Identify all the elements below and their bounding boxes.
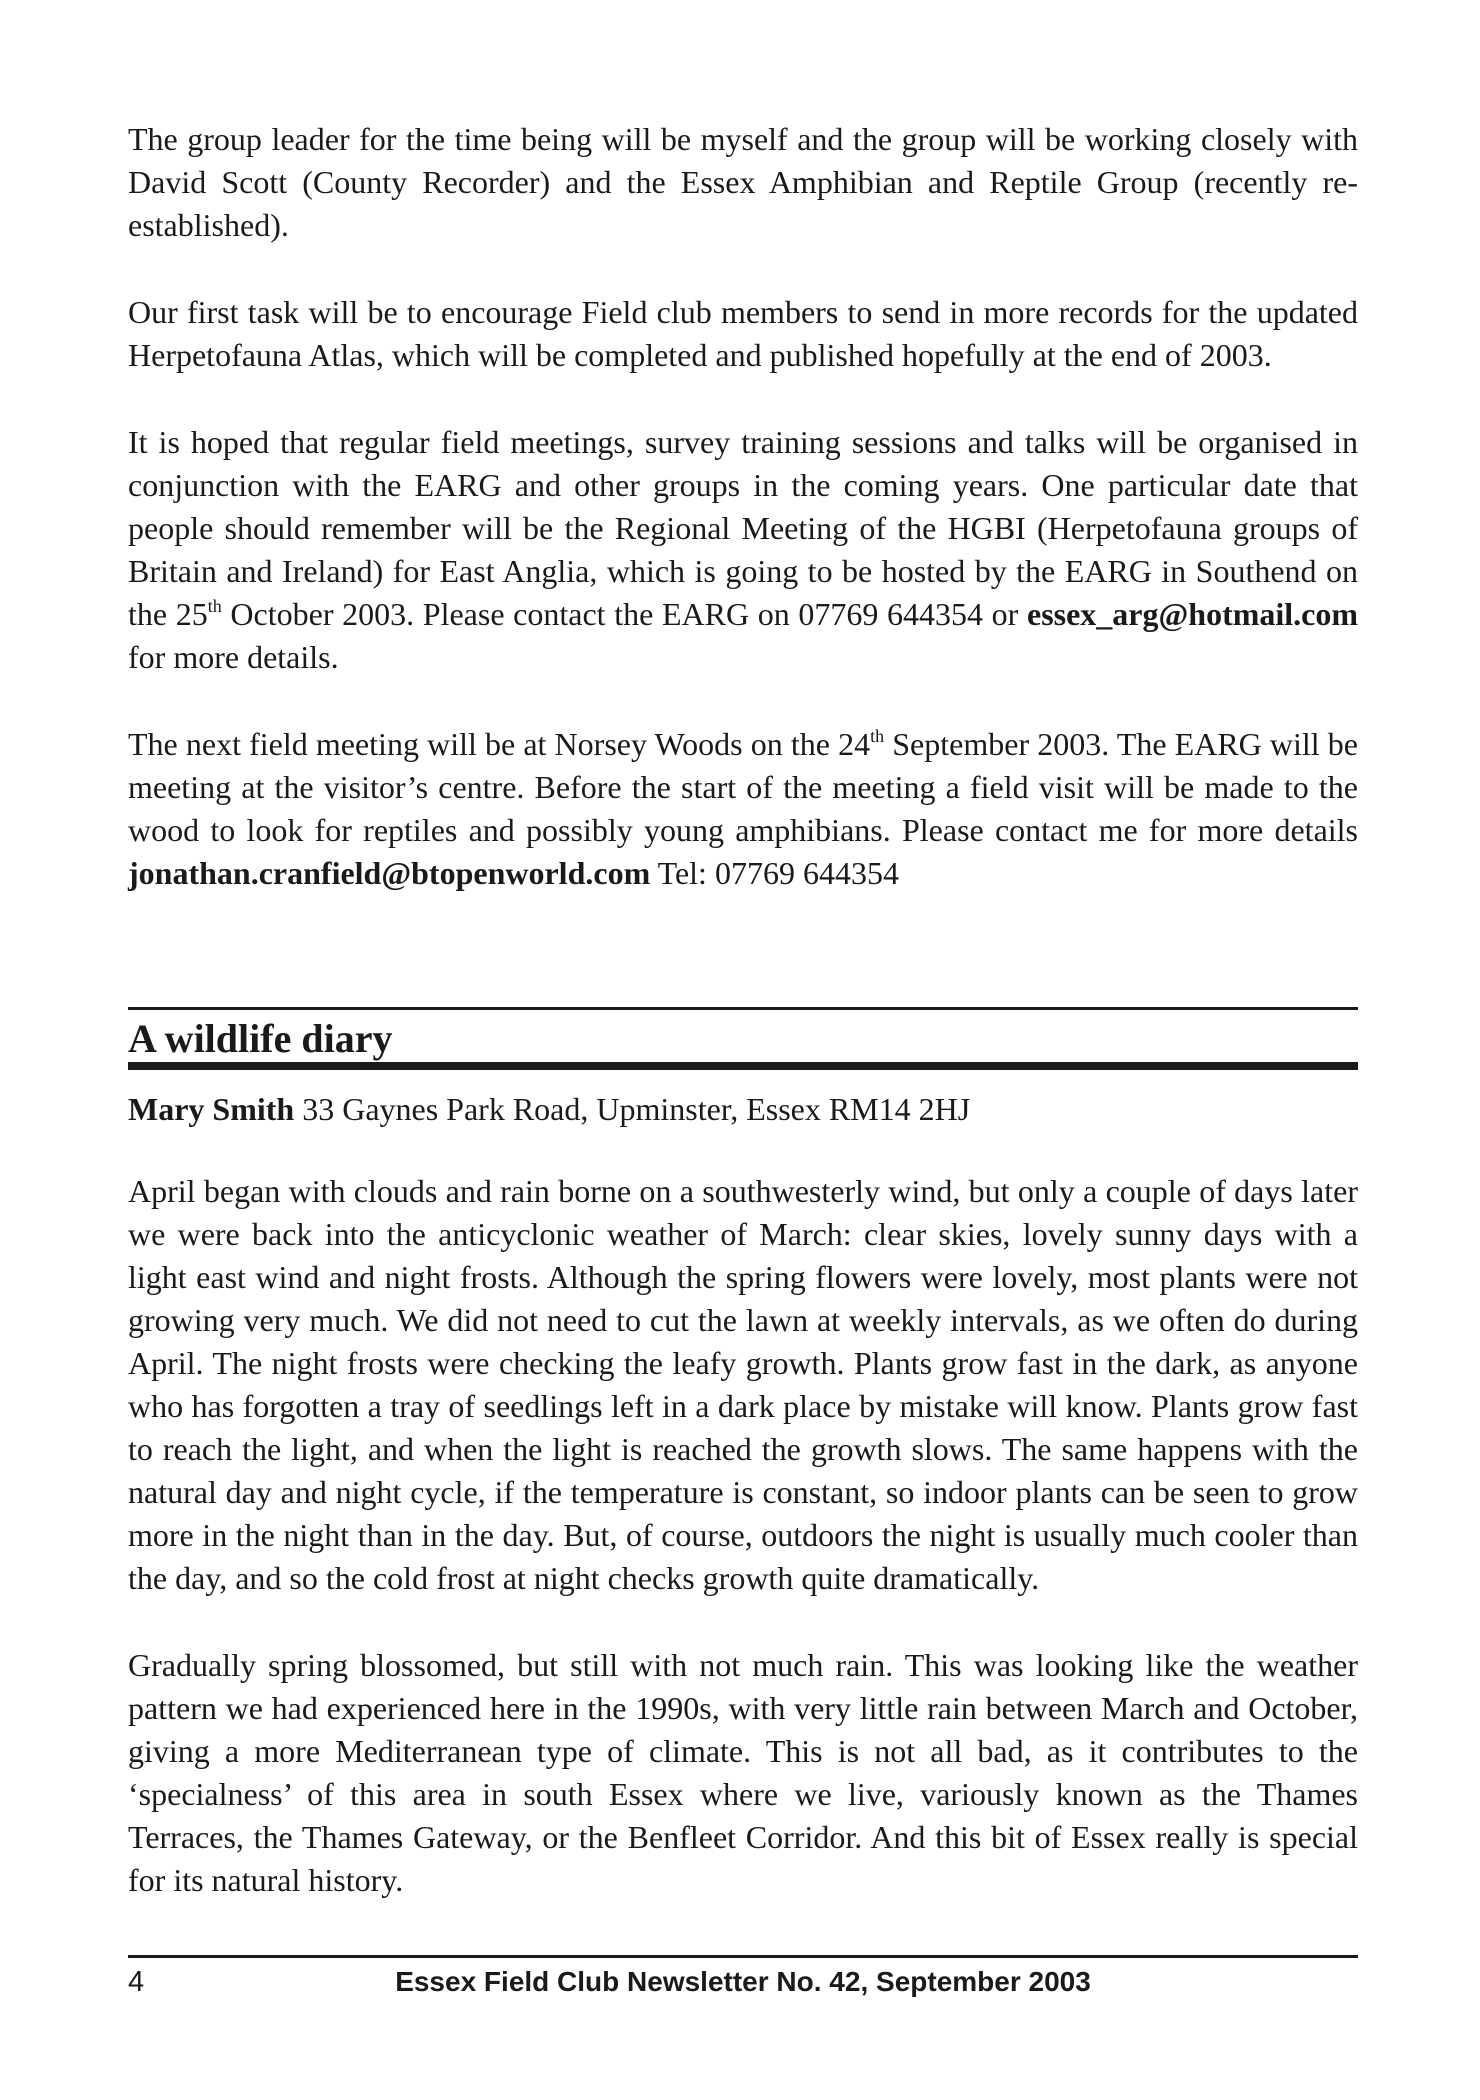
page-footer	[128, 1955, 1358, 2002]
author-name: Mary Smith	[128, 1091, 295, 1127]
email-link[interactable]: essex_arg@hotmail.com	[1026, 596, 1359, 632]
publication-title: Essex Field Club Newsletter No. 42, September 2003	[395, 1966, 1091, 1997]
ordinal-suffix: th	[870, 726, 885, 746]
section-title: A wildlife diary	[128, 1016, 393, 1061]
ordinal-suffix: th	[207, 596, 222, 616]
diary-section	[128, 1170, 1358, 1902]
paragraph-text: The next field meeting will be at Norsey Woods on the 24	[128, 726, 871, 762]
author-address: 33 Gaynes Park Road, Upminster, Essex RM14 2HJ	[294, 1091, 971, 1127]
paragraph	[128, 421, 1358, 679]
paragraph: The group leader for the time being will be myself and the group will be working closely with David Scott (County Recorder) and the Essex Amphibian and Reptile Group (recently re-established).	[128, 121, 1358, 243]
paragraph-text: September 2003. The EARG will be meeting at the visitor’s centre. Before the start of the meeting a field visit will be made to the wood to look for reptiles and possibly young amphibians. Please contact me for more details	[128, 726, 1359, 848]
paragraph	[128, 723, 1358, 895]
page-number: 4	[128, 1966, 145, 1998]
paragraph-text: It is hoped that regular field meetings, survey training sessions and talks will be organised in conjunction with the EARG and other groups in the coming years. One particular date that people should remember will be the Regional Meeting of the HGBI (Herpetofauna groups of Britain and Ireland) for East Anglia, which is going to be hosted by the EARG in Southend on the 25	[128, 424, 1358, 632]
paragraph-text: October 2003. Please contact the EARG on 07769 644354 or	[221, 596, 1027, 632]
paragraph: Gradually spring blossomed, but still with not much rain. This was looking like the weather pattern we had experienced here in the 1990s, with very little rain between March and October, giving a more Mediterranean type of climate. This is not all bad, as it contributes to the ‘specialness’ of this area in south Essex where we live, variously known as the Thames Terraces, the Thames Gateway, or the Benfleet Corridor. And this bit of Essex really is special for its natural history.	[128, 1647, 1358, 1898]
email-link[interactable]: jonathan.cranfield@btopenworld.com	[128, 855, 651, 891]
divider	[128, 1007, 1358, 1010]
footer-row	[128, 1958, 1358, 2002]
intro-section	[128, 118, 1358, 895]
byline	[128, 1088, 1358, 1131]
paragraph: April began with clouds and rain borne on a southwesterly wind, but only a couple of days later we were back into the anticyclonic weather of March: clear skies, lovely sunny days with a light east wind and night frosts. Although the spring flowers were lovely, most plants were not growing very much. We did not need to cut the lawn at weekly intervals, as we often do during April. The night frosts were checking the leafy growth. Plants grow fast in the dark, as anyone who has forgotten a tray of seedlings left in a dark place by mistake will know. Plants grow fast to reach the light, and when the light is reached the growth slows. The same happens with the natural day and night cycle, if the temperature is constant, so indoor plants can be seen to grow more in the night than in the day. But, of course, outdoors the night is usually much cooler than the day, and so the cold frost at night checks growth quite dramatically.	[128, 1173, 1358, 1596]
paragraph: Our first task will be to encourage Field club members to send in more records for the updated Herpetofauna Atlas, which will be completed and published hopefully at the end of 2003.	[128, 294, 1358, 373]
paragraph-text: Tel: 07769 644354	[650, 855, 899, 891]
section-heading	[128, 1007, 1358, 1131]
paragraph-text: for more details.	[128, 639, 339, 675]
